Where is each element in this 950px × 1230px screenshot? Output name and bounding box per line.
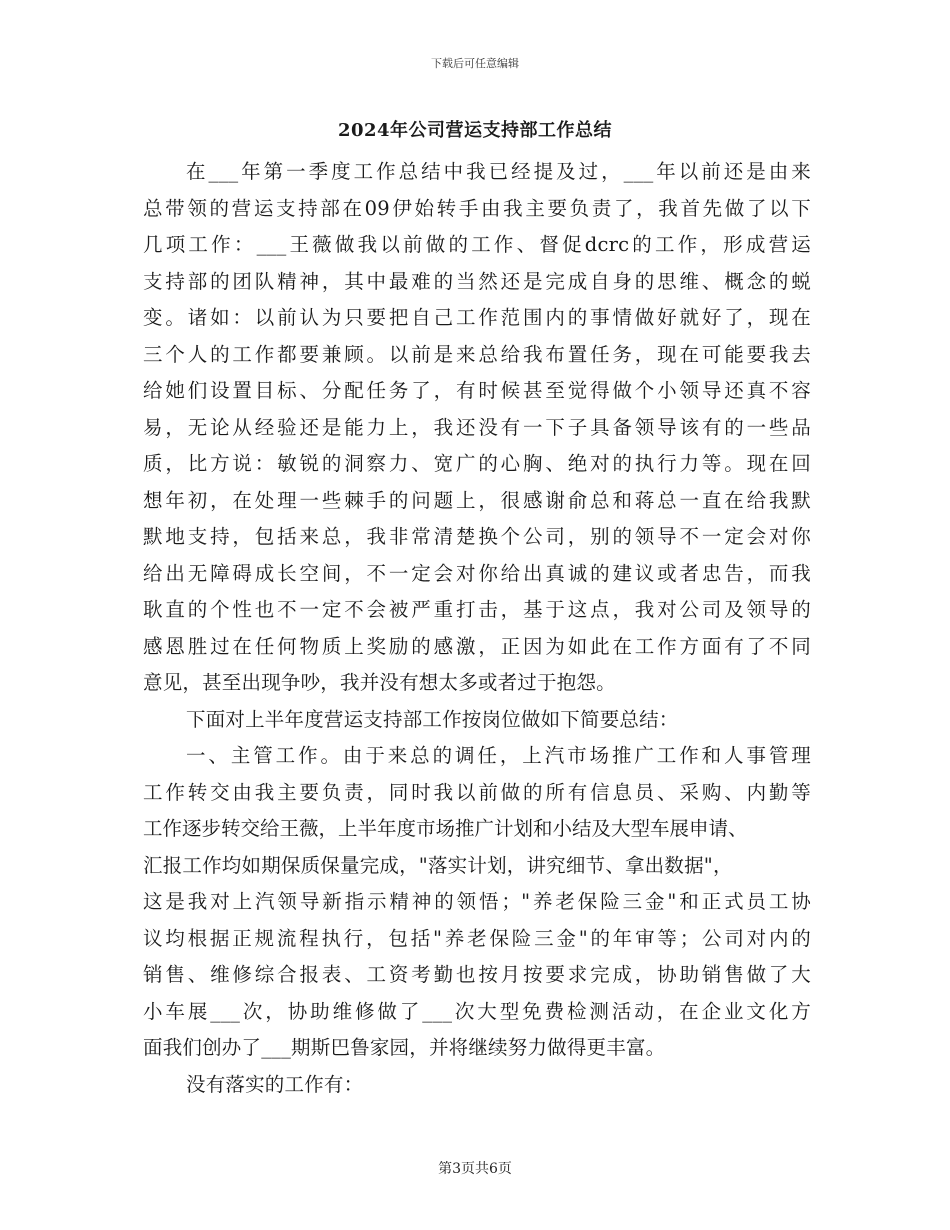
paragraph-line: 总带领的营运支持部在09伊始转手由我主要负责了，我首先做了以下 xyxy=(143,196,811,220)
paragraph-line: 几项工作：___王薇做我以前做的工作、督促dcrc的工作，形成营运 xyxy=(143,233,811,256)
paragraph-line: 一、主管工作。由于来总的调任，上汽市场推广工作和人事管理 xyxy=(186,744,811,767)
paragraph-line: 汇报工作均如期保质保量完成，"落实计划，讲究细节、拿出数据"， xyxy=(143,853,733,877)
paragraph-line: 想年初，在处理一些棘手的问题上，很感谢俞总和蒋总一直在给我默 xyxy=(143,488,811,512)
paragraph-line: 工作转交由我主要负责，同时我以前做的所有信息员、采购、内勤等 xyxy=(143,780,811,804)
paragraph-line: 议均根据正规流程执行，包括"养老保险三金"的年审等；公司对内的 xyxy=(143,926,811,950)
document-title: 2024年公司营运支持部工作总结 xyxy=(337,120,613,141)
paragraph-line: 默地支持，包括来总，我非常清楚换个公司，别的领导不一定会对你 xyxy=(143,525,811,548)
paragraph-line: 下面对上半年度营运支持部工作按岗位做如下简要总结： xyxy=(186,707,679,731)
paragraph-line: 没有落实的工作有： xyxy=(186,1072,364,1096)
header-note: 下载后可任意编辑 xyxy=(431,57,519,70)
page-number-footer: 第3页共6页 xyxy=(438,1161,512,1177)
paragraph-line: 意见，甚至出现争吵，我并没有想太多或者过于抱怨。 xyxy=(143,671,616,694)
paragraph-line: 感恩胜过在任何物质上奖励的感激，正因为如此在工作方面有了不同 xyxy=(143,634,811,658)
paragraph-line: 耿直的个性也不一定不会被严重打击，基于这点，我对公司及领导的 xyxy=(143,598,811,621)
paragraph-line: 给出无障碍成长空间，不一定会对你给出真诚的建议或者忠告，而我 xyxy=(143,561,811,585)
paragraph-line: 销售、维修综合报表、工资考勤也按月按要求完成，协助销售做了大 xyxy=(143,963,811,986)
paragraph-line: 工作逐步转交给王薇，上半年度市场推广计划和小结及大型车展申请、 xyxy=(143,817,748,840)
paragraph-line: 给她们设置目标、分配任务了，有时候甚至觉得做个小领导还真不容 xyxy=(143,379,811,402)
document-body xyxy=(143,154,811,1103)
paragraph-line: 易，无论从经验还是能力上，我还没有一下子具备领导该有的一些品 xyxy=(143,415,811,439)
paragraph-line: 变。诸如：以前认为只要把自己工作范围内的事情做好就好了，现在 xyxy=(143,306,811,329)
paragraph-line: 支持部的团队精神，其中最难的当然还是完成自身的思维、概念的蜕 xyxy=(143,269,811,293)
paragraph-line: 在___年第一季度工作总结中我已经提及过，___年以前还是由来 xyxy=(186,160,811,183)
paragraph-line: 这是我对上汽领导新指示精神的领悟；"养老保险三金"和正式员工协 xyxy=(143,890,811,913)
paragraph-line: 质，比方说：敏锐的洞察力、宽广的心胸、绝对的执行力等。现在回 xyxy=(143,452,811,475)
paragraph-line: 面我们创办了___期斯巴鲁家园，并将继续努力做得更丰富。 xyxy=(143,1036,666,1059)
paragraph-line: 三个人的工作都要兼顾。以前是来总给我布置任务，现在可能要我去 xyxy=(143,342,811,366)
paragraph-line: 小车展___次，协助维修做了___次大型免费检测活动，在企业文化方 xyxy=(143,999,811,1023)
